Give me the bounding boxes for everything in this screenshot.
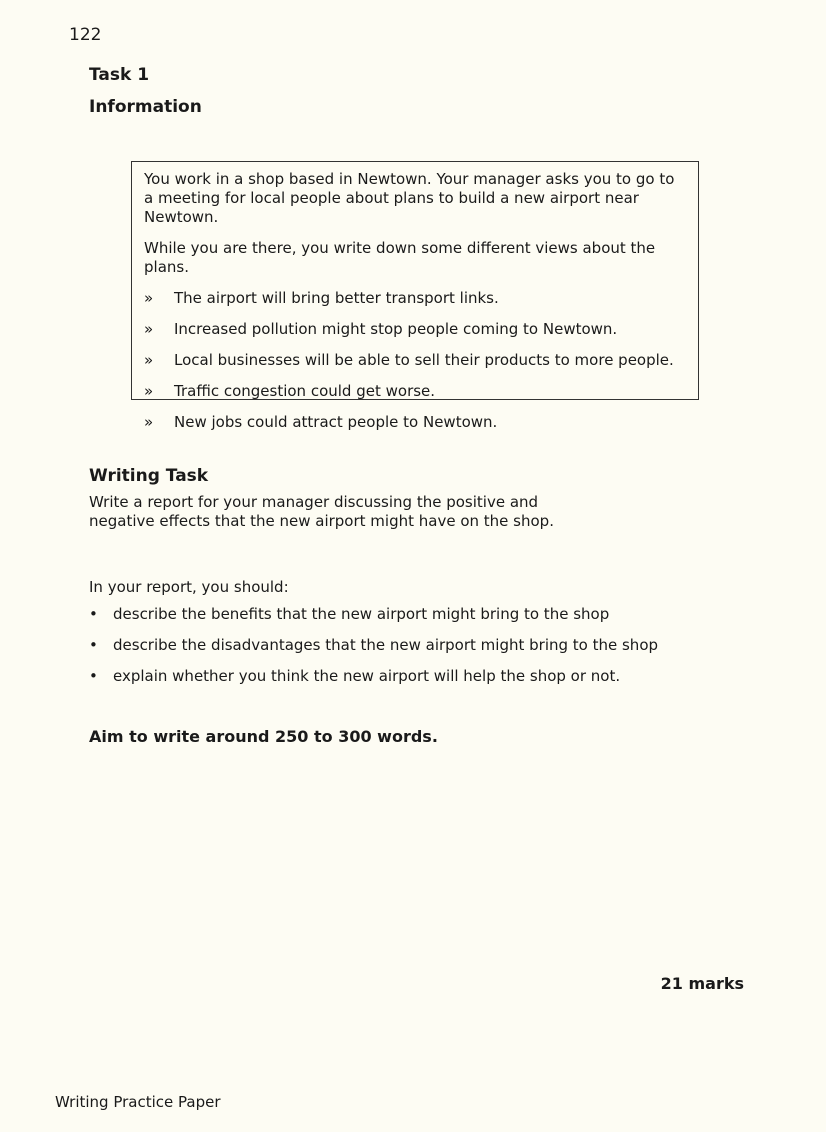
information-intro: You work in a shop based in Newtown. Your manager asks you to go to a meeting for local people about plans to build a new airport near Newtown. — [144, 170, 675, 226]
list-marker: » — [144, 413, 154, 431]
bullet-marker: • — [89, 636, 98, 654]
requirement-text: describe the disadvantages that the new airport might bring to the shop — [113, 636, 659, 654]
list-item — [89, 605, 658, 624]
report-intro: In your report, you should: — [89, 578, 289, 596]
task-title: Task 1 — [89, 65, 150, 85]
bullet-marker: • — [89, 605, 98, 623]
views-list — [144, 289, 686, 432]
list-item — [144, 382, 686, 401]
view-text: New jobs could attract people to Newtown. — [174, 413, 498, 431]
view-text: The airport will bring better transport links. — [174, 289, 499, 307]
list-item — [89, 667, 658, 686]
information-box — [131, 161, 699, 431]
list-marker: » — [144, 320, 154, 338]
information-note: While you are there, you write down some different views about the plans. — [144, 239, 656, 276]
list-item — [144, 351, 686, 370]
requirements-list — [89, 605, 658, 698]
writing-task-description: Write a report for your manager discussing the positive and negative effects that the new airport might have on the shop. — [89, 493, 554, 530]
writing-task-title: Writing Task — [89, 466, 209, 486]
page-number: 122 — [69, 25, 102, 45]
list-item — [144, 289, 686, 308]
view-text: Increased pollution might stop people coming to Newtown. — [174, 320, 618, 338]
list-item — [144, 320, 686, 339]
list-marker: » — [144, 289, 154, 307]
requirement-text: describe the benefits that the new airport might bring to the shop — [113, 605, 610, 623]
list-marker: » — [144, 382, 154, 400]
list-item — [144, 413, 686, 432]
marks-label: 21 marks — [660, 974, 744, 993]
footer-title: Writing Practice Paper — [55, 1093, 221, 1111]
list-marker: » — [144, 351, 154, 369]
list-item — [89, 636, 658, 655]
view-text: Local businesses will be able to sell their products to more people. — [174, 351, 674, 369]
word-count-aim: Aim to write around 250 to 300 words. — [89, 727, 438, 746]
requirement-text: explain whether you think the new airport will help the shop or not. — [113, 667, 621, 685]
view-text: Traffic congestion could get worse. — [174, 382, 436, 400]
information-heading: Information — [89, 97, 202, 117]
bullet-marker: • — [89, 667, 98, 685]
